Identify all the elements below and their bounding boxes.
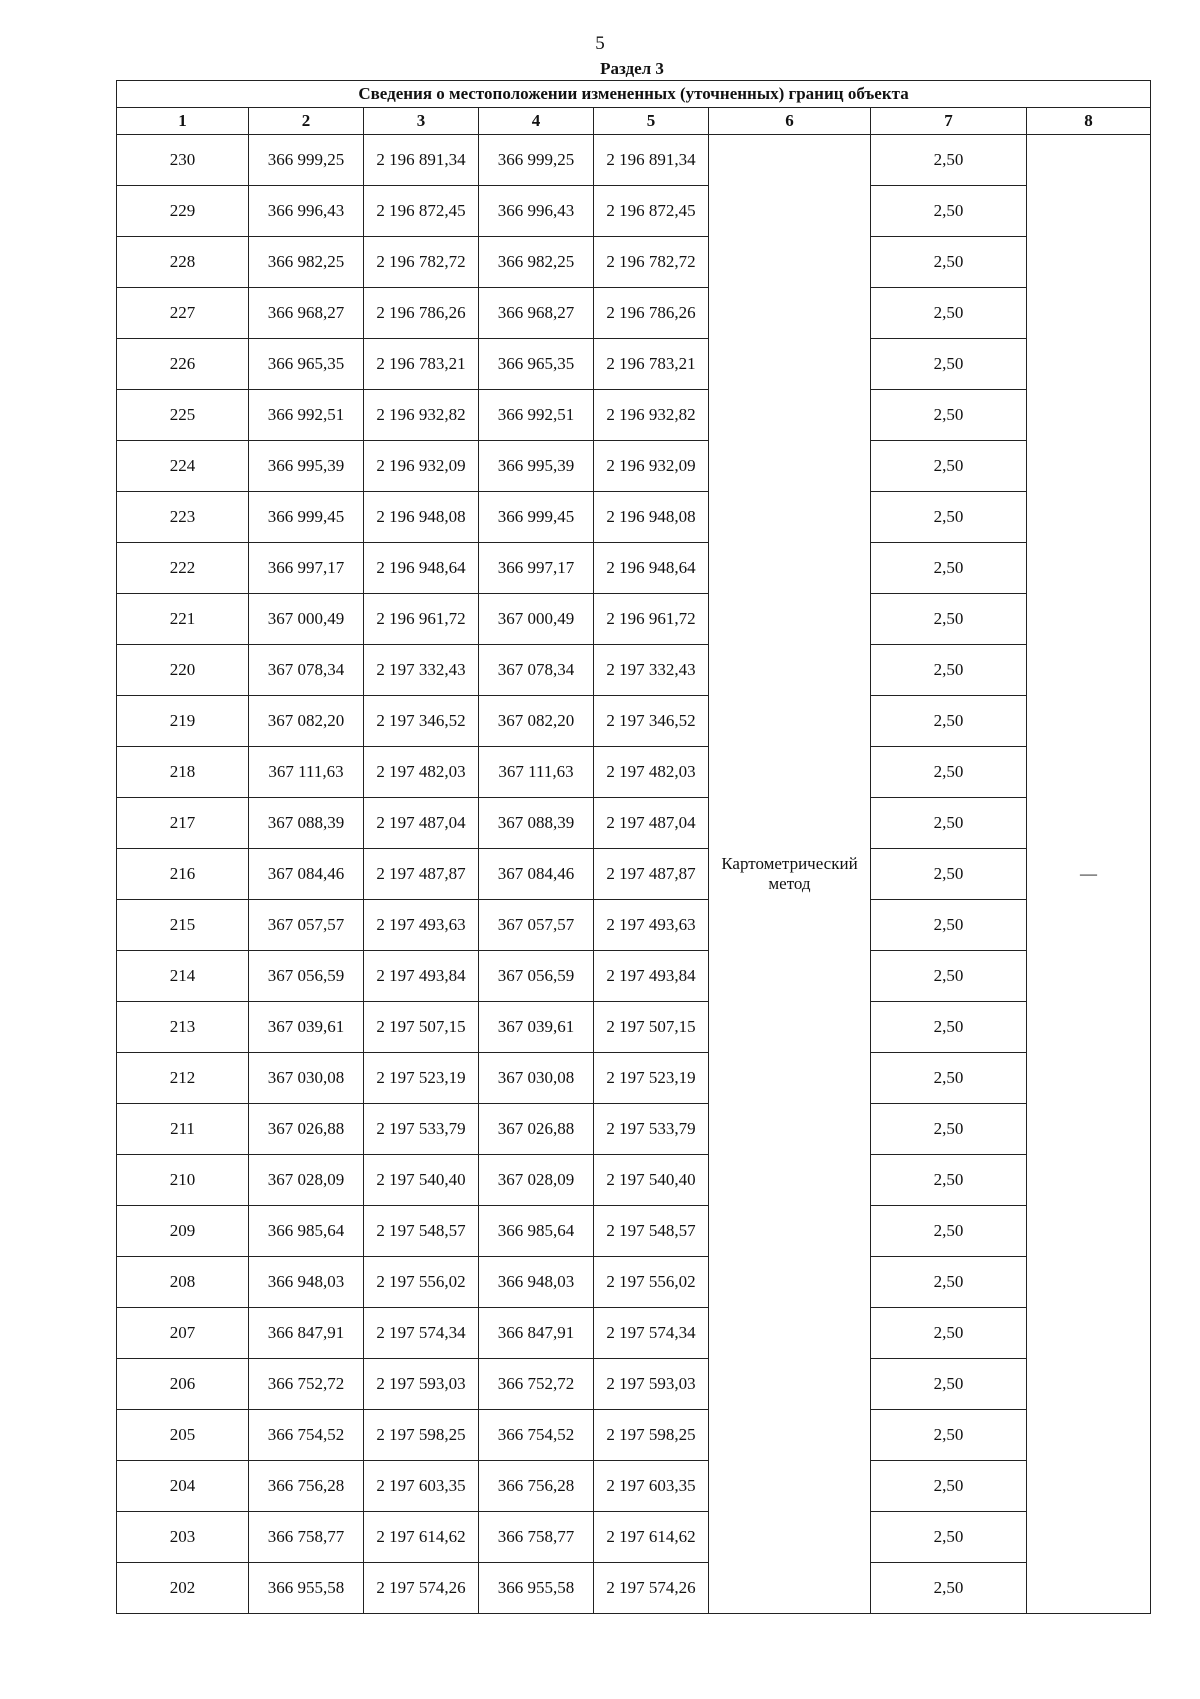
x-existing-cell: 366 756,28 bbox=[249, 1461, 364, 1512]
accuracy-cell: 2,50 bbox=[871, 798, 1027, 849]
x-refined-cell: 367 030,08 bbox=[479, 1053, 594, 1104]
y-existing-cell: 2 196 932,82 bbox=[364, 390, 479, 441]
point-number-cell: 213 bbox=[117, 1002, 249, 1053]
column-header-7: 7 bbox=[871, 108, 1027, 135]
point-number-cell: 225 bbox=[117, 390, 249, 441]
x-refined-cell: 367 000,49 bbox=[479, 594, 594, 645]
y-existing-cell: 2 197 548,57 bbox=[364, 1206, 479, 1257]
x-existing-cell: 366 847,91 bbox=[249, 1308, 364, 1359]
y-refined-cell: 2 197 614,62 bbox=[594, 1512, 709, 1563]
x-refined-cell: 367 026,88 bbox=[479, 1104, 594, 1155]
x-refined-cell: 366 756,28 bbox=[479, 1461, 594, 1512]
x-existing-cell: 366 985,64 bbox=[249, 1206, 364, 1257]
x-refined-cell: 366 955,58 bbox=[479, 1563, 594, 1614]
accuracy-cell: 2,50 bbox=[871, 1308, 1027, 1359]
y-existing-cell: 2 197 493,84 bbox=[364, 951, 479, 1002]
accuracy-cell: 2,50 bbox=[871, 237, 1027, 288]
y-existing-cell: 2 197 487,87 bbox=[364, 849, 479, 900]
point-number-cell: 203 bbox=[117, 1512, 249, 1563]
method-text: Картометрический метод bbox=[721, 854, 858, 893]
x-refined-cell: 367 082,20 bbox=[479, 696, 594, 747]
x-refined-cell: 366 996,43 bbox=[479, 186, 594, 237]
table-row bbox=[117, 900, 1151, 951]
column-header-3: 3 bbox=[364, 108, 479, 135]
x-refined-cell: 366 999,45 bbox=[479, 492, 594, 543]
y-refined-cell: 2 197 346,52 bbox=[594, 696, 709, 747]
accuracy-cell: 2,50 bbox=[871, 288, 1027, 339]
column-header-6: 6 bbox=[709, 108, 871, 135]
x-refined-cell: 366 997,17 bbox=[479, 543, 594, 594]
x-existing-cell: 366 955,58 bbox=[249, 1563, 364, 1614]
point-number-cell: 229 bbox=[117, 186, 249, 237]
y-existing-cell: 2 197 574,34 bbox=[364, 1308, 479, 1359]
y-existing-cell: 2 197 593,03 bbox=[364, 1359, 479, 1410]
table-row bbox=[117, 441, 1151, 492]
x-refined-cell: 366 948,03 bbox=[479, 1257, 594, 1308]
y-existing-cell: 2 197 614,62 bbox=[364, 1512, 479, 1563]
point-number-cell: 221 bbox=[117, 594, 249, 645]
y-existing-cell: 2 197 346,52 bbox=[364, 696, 479, 747]
x-existing-cell: 367 039,61 bbox=[249, 1002, 364, 1053]
x-refined-cell: 367 084,46 bbox=[479, 849, 594, 900]
accuracy-cell: 2,50 bbox=[871, 1206, 1027, 1257]
y-existing-cell: 2 197 556,02 bbox=[364, 1257, 479, 1308]
y-refined-cell: 2 197 603,35 bbox=[594, 1461, 709, 1512]
x-refined-cell: 366 965,35 bbox=[479, 339, 594, 390]
x-refined-cell: 367 056,59 bbox=[479, 951, 594, 1002]
x-existing-cell: 366 968,27 bbox=[249, 288, 364, 339]
x-existing-cell: 366 999,25 bbox=[249, 135, 364, 186]
accuracy-cell: 2,50 bbox=[871, 900, 1027, 951]
y-refined-cell: 2 196 932,82 bbox=[594, 390, 709, 441]
y-refined-cell: 2 196 872,45 bbox=[594, 186, 709, 237]
point-number-cell: 230 bbox=[117, 135, 249, 186]
table-row bbox=[117, 135, 1151, 186]
accuracy-cell: 2,50 bbox=[871, 747, 1027, 798]
point-number-cell: 208 bbox=[117, 1257, 249, 1308]
point-number-cell: 207 bbox=[117, 1308, 249, 1359]
y-refined-cell: 2 196 891,34 bbox=[594, 135, 709, 186]
x-existing-cell: 366 999,45 bbox=[249, 492, 364, 543]
y-existing-cell: 2 197 523,19 bbox=[364, 1053, 479, 1104]
y-refined-cell: 2 197 523,19 bbox=[594, 1053, 709, 1104]
y-existing-cell: 2 196 786,26 bbox=[364, 288, 479, 339]
y-existing-cell: 2 196 782,72 bbox=[364, 237, 479, 288]
x-existing-cell: 366 995,39 bbox=[249, 441, 364, 492]
table-row bbox=[117, 1359, 1151, 1410]
accuracy-cell: 2,50 bbox=[871, 441, 1027, 492]
point-number-cell: 212 bbox=[117, 1053, 249, 1104]
x-existing-cell: 367 030,08 bbox=[249, 1053, 364, 1104]
accuracy-cell: 2,50 bbox=[871, 1053, 1027, 1104]
x-existing-cell: 367 111,63 bbox=[249, 747, 364, 798]
x-existing-cell: 367 026,88 bbox=[249, 1104, 364, 1155]
point-number-cell: 222 bbox=[117, 543, 249, 594]
point-number-cell: 206 bbox=[117, 1359, 249, 1410]
y-existing-cell: 2 196 783,21 bbox=[364, 339, 479, 390]
accuracy-cell: 2,50 bbox=[871, 1410, 1027, 1461]
accuracy-cell: 2,50 bbox=[871, 1104, 1027, 1155]
point-number-cell: 210 bbox=[117, 1155, 249, 1206]
point-number-cell: 227 bbox=[117, 288, 249, 339]
boundary-coordinates-table bbox=[116, 80, 1151, 1614]
point-number-cell: 226 bbox=[117, 339, 249, 390]
y-existing-cell: 2 197 603,35 bbox=[364, 1461, 479, 1512]
x-existing-cell: 366 965,35 bbox=[249, 339, 364, 390]
point-number-cell: 209 bbox=[117, 1206, 249, 1257]
table-row bbox=[117, 186, 1151, 237]
y-refined-cell: 2 197 593,03 bbox=[594, 1359, 709, 1410]
table-row bbox=[117, 339, 1151, 390]
accuracy-cell: 2,50 bbox=[871, 696, 1027, 747]
accuracy-cell: 2,50 bbox=[871, 594, 1027, 645]
x-existing-cell: 367 082,20 bbox=[249, 696, 364, 747]
x-refined-cell: 367 028,09 bbox=[479, 1155, 594, 1206]
table-row bbox=[117, 390, 1151, 441]
x-existing-cell: 367 057,57 bbox=[249, 900, 364, 951]
y-refined-cell: 2 197 540,40 bbox=[594, 1155, 709, 1206]
y-refined-cell: 2 197 556,02 bbox=[594, 1257, 709, 1308]
x-refined-cell: 367 078,34 bbox=[479, 645, 594, 696]
y-refined-cell: 2 197 574,34 bbox=[594, 1308, 709, 1359]
y-existing-cell: 2 196 872,45 bbox=[364, 186, 479, 237]
y-existing-cell: 2 197 540,40 bbox=[364, 1155, 479, 1206]
y-refined-cell: 2 196 948,64 bbox=[594, 543, 709, 594]
point-number-cell: 216 bbox=[117, 849, 249, 900]
point-number-cell: 205 bbox=[117, 1410, 249, 1461]
x-refined-cell: 367 039,61 bbox=[479, 1002, 594, 1053]
x-refined-cell: 366 754,52 bbox=[479, 1410, 594, 1461]
table-row bbox=[117, 1104, 1151, 1155]
table-row bbox=[117, 1206, 1151, 1257]
table-row bbox=[117, 951, 1151, 1002]
y-existing-cell: 2 197 487,04 bbox=[364, 798, 479, 849]
y-refined-cell: 2 196 783,21 bbox=[594, 339, 709, 390]
accuracy-cell: 2,50 bbox=[871, 390, 1027, 441]
point-number-cell: 218 bbox=[117, 747, 249, 798]
x-refined-cell: 366 982,25 bbox=[479, 237, 594, 288]
point-number-cell: 219 bbox=[117, 696, 249, 747]
table-row bbox=[117, 849, 1151, 900]
y-refined-cell: 2 196 932,09 bbox=[594, 441, 709, 492]
column-header-4: 4 bbox=[479, 108, 594, 135]
table-row bbox=[117, 747, 1151, 798]
point-number-cell: 217 bbox=[117, 798, 249, 849]
point-number-cell: 211 bbox=[117, 1104, 249, 1155]
accuracy-cell: 2,50 bbox=[871, 1257, 1027, 1308]
table-row bbox=[117, 492, 1151, 543]
accuracy-cell: 2,50 bbox=[871, 849, 1027, 900]
y-refined-cell: 2 197 493,84 bbox=[594, 951, 709, 1002]
accuracy-cell: 2,50 bbox=[871, 1359, 1027, 1410]
y-refined-cell: 2 196 786,26 bbox=[594, 288, 709, 339]
y-existing-cell: 2 196 961,72 bbox=[364, 594, 479, 645]
point-number-cell: 215 bbox=[117, 900, 249, 951]
point-number-cell: 202 bbox=[117, 1563, 249, 1614]
y-refined-cell: 2 197 487,87 bbox=[594, 849, 709, 900]
accuracy-cell: 2,50 bbox=[871, 543, 1027, 594]
point-number-cell: 220 bbox=[117, 645, 249, 696]
x-existing-cell: 366 997,17 bbox=[249, 543, 364, 594]
x-refined-cell: 366 968,27 bbox=[479, 288, 594, 339]
table-row bbox=[117, 543, 1151, 594]
x-existing-cell: 366 754,52 bbox=[249, 1410, 364, 1461]
x-existing-cell: 367 028,09 bbox=[249, 1155, 364, 1206]
accuracy-cell: 2,50 bbox=[871, 492, 1027, 543]
x-refined-cell: 367 111,63 bbox=[479, 747, 594, 798]
x-refined-cell: 366 992,51 bbox=[479, 390, 594, 441]
y-existing-cell: 2 196 932,09 bbox=[364, 441, 479, 492]
point-number-cell: 228 bbox=[117, 237, 249, 288]
y-existing-cell: 2 197 533,79 bbox=[364, 1104, 479, 1155]
accuracy-cell: 2,50 bbox=[871, 1563, 1027, 1614]
table-row bbox=[117, 696, 1151, 747]
x-existing-cell: 366 992,51 bbox=[249, 390, 364, 441]
table-row bbox=[117, 1461, 1151, 1512]
table-row bbox=[117, 645, 1151, 696]
x-existing-cell: 366 982,25 bbox=[249, 237, 364, 288]
page-number: 5 bbox=[595, 33, 605, 54]
x-existing-cell: 366 752,72 bbox=[249, 1359, 364, 1410]
accuracy-cell: 2,50 bbox=[871, 645, 1027, 696]
accuracy-cell: 2,50 bbox=[871, 186, 1027, 237]
column-header-5: 5 bbox=[594, 108, 709, 135]
accuracy-cell: 2,50 bbox=[871, 951, 1027, 1002]
table-row bbox=[117, 237, 1151, 288]
x-refined-cell: 367 057,57 bbox=[479, 900, 594, 951]
x-refined-cell: 366 999,25 bbox=[479, 135, 594, 186]
y-refined-cell: 2 197 487,04 bbox=[594, 798, 709, 849]
y-existing-cell: 2 197 507,15 bbox=[364, 1002, 479, 1053]
x-existing-cell: 367 078,34 bbox=[249, 645, 364, 696]
x-refined-cell: 366 752,72 bbox=[479, 1359, 594, 1410]
table-row bbox=[117, 1410, 1151, 1461]
y-refined-cell: 2 196 948,08 bbox=[594, 492, 709, 543]
table-caption: Сведения о местоположении измененных (уточненных) границ объекта bbox=[117, 81, 1151, 108]
y-refined-cell: 2 197 332,43 bbox=[594, 645, 709, 696]
method-cell bbox=[709, 135, 871, 1614]
y-refined-cell: 2 197 533,79 bbox=[594, 1104, 709, 1155]
point-number-cell: 223 bbox=[117, 492, 249, 543]
y-refined-cell: 2 197 507,15 bbox=[594, 1002, 709, 1053]
table-row bbox=[117, 1257, 1151, 1308]
x-refined-cell: 366 985,64 bbox=[479, 1206, 594, 1257]
table-row bbox=[117, 1155, 1151, 1206]
column-8-cell: — bbox=[1027, 135, 1151, 1614]
accuracy-cell: 2,50 bbox=[871, 135, 1027, 186]
x-existing-cell: 366 758,77 bbox=[249, 1512, 364, 1563]
y-refined-cell: 2 197 482,03 bbox=[594, 747, 709, 798]
table-row bbox=[117, 594, 1151, 645]
y-refined-cell: 2 196 961,72 bbox=[594, 594, 709, 645]
y-existing-cell: 2 197 493,63 bbox=[364, 900, 479, 951]
y-refined-cell: 2 196 782,72 bbox=[594, 237, 709, 288]
x-existing-cell: 367 084,46 bbox=[249, 849, 364, 900]
y-refined-cell: 2 197 493,63 bbox=[594, 900, 709, 951]
x-existing-cell: 367 000,49 bbox=[249, 594, 364, 645]
accuracy-cell: 2,50 bbox=[871, 1002, 1027, 1053]
y-existing-cell: 2 196 891,34 bbox=[364, 135, 479, 186]
x-refined-cell: 366 847,91 bbox=[479, 1308, 594, 1359]
y-refined-cell: 2 197 598,25 bbox=[594, 1410, 709, 1461]
accuracy-cell: 2,50 bbox=[871, 1461, 1027, 1512]
accuracy-cell: 2,50 bbox=[871, 1512, 1027, 1563]
x-refined-cell: 366 758,77 bbox=[479, 1512, 594, 1563]
accuracy-cell: 2,50 bbox=[871, 1155, 1027, 1206]
y-existing-cell: 2 196 948,64 bbox=[364, 543, 479, 594]
table-row bbox=[117, 1308, 1151, 1359]
section-title: Раздел 3 bbox=[600, 59, 664, 78]
y-existing-cell: 2 196 948,08 bbox=[364, 492, 479, 543]
x-refined-cell: 367 088,39 bbox=[479, 798, 594, 849]
accuracy-cell: 2,50 bbox=[871, 339, 1027, 390]
x-refined-cell: 366 995,39 bbox=[479, 441, 594, 492]
point-number-cell: 204 bbox=[117, 1461, 249, 1512]
y-existing-cell: 2 197 574,26 bbox=[364, 1563, 479, 1614]
column-header-1: 1 bbox=[117, 108, 249, 135]
x-existing-cell: 367 088,39 bbox=[249, 798, 364, 849]
x-existing-cell: 366 996,43 bbox=[249, 186, 364, 237]
column-header-2: 2 bbox=[249, 108, 364, 135]
y-existing-cell: 2 197 482,03 bbox=[364, 747, 479, 798]
table-row bbox=[117, 288, 1151, 339]
column-header-8: 8 bbox=[1027, 108, 1151, 135]
x-existing-cell: 366 948,03 bbox=[249, 1257, 364, 1308]
table-row bbox=[117, 1002, 1151, 1053]
table-row bbox=[117, 1512, 1151, 1563]
y-refined-cell: 2 197 574,26 bbox=[594, 1563, 709, 1614]
y-existing-cell: 2 197 598,25 bbox=[364, 1410, 479, 1461]
table-row bbox=[117, 1563, 1151, 1614]
point-number-cell: 214 bbox=[117, 951, 249, 1002]
table-row bbox=[117, 1053, 1151, 1104]
table-row bbox=[117, 798, 1151, 849]
y-existing-cell: 2 197 332,43 bbox=[364, 645, 479, 696]
x-existing-cell: 367 056,59 bbox=[249, 951, 364, 1002]
point-number-cell: 224 bbox=[117, 441, 249, 492]
y-refined-cell: 2 197 548,57 bbox=[594, 1206, 709, 1257]
